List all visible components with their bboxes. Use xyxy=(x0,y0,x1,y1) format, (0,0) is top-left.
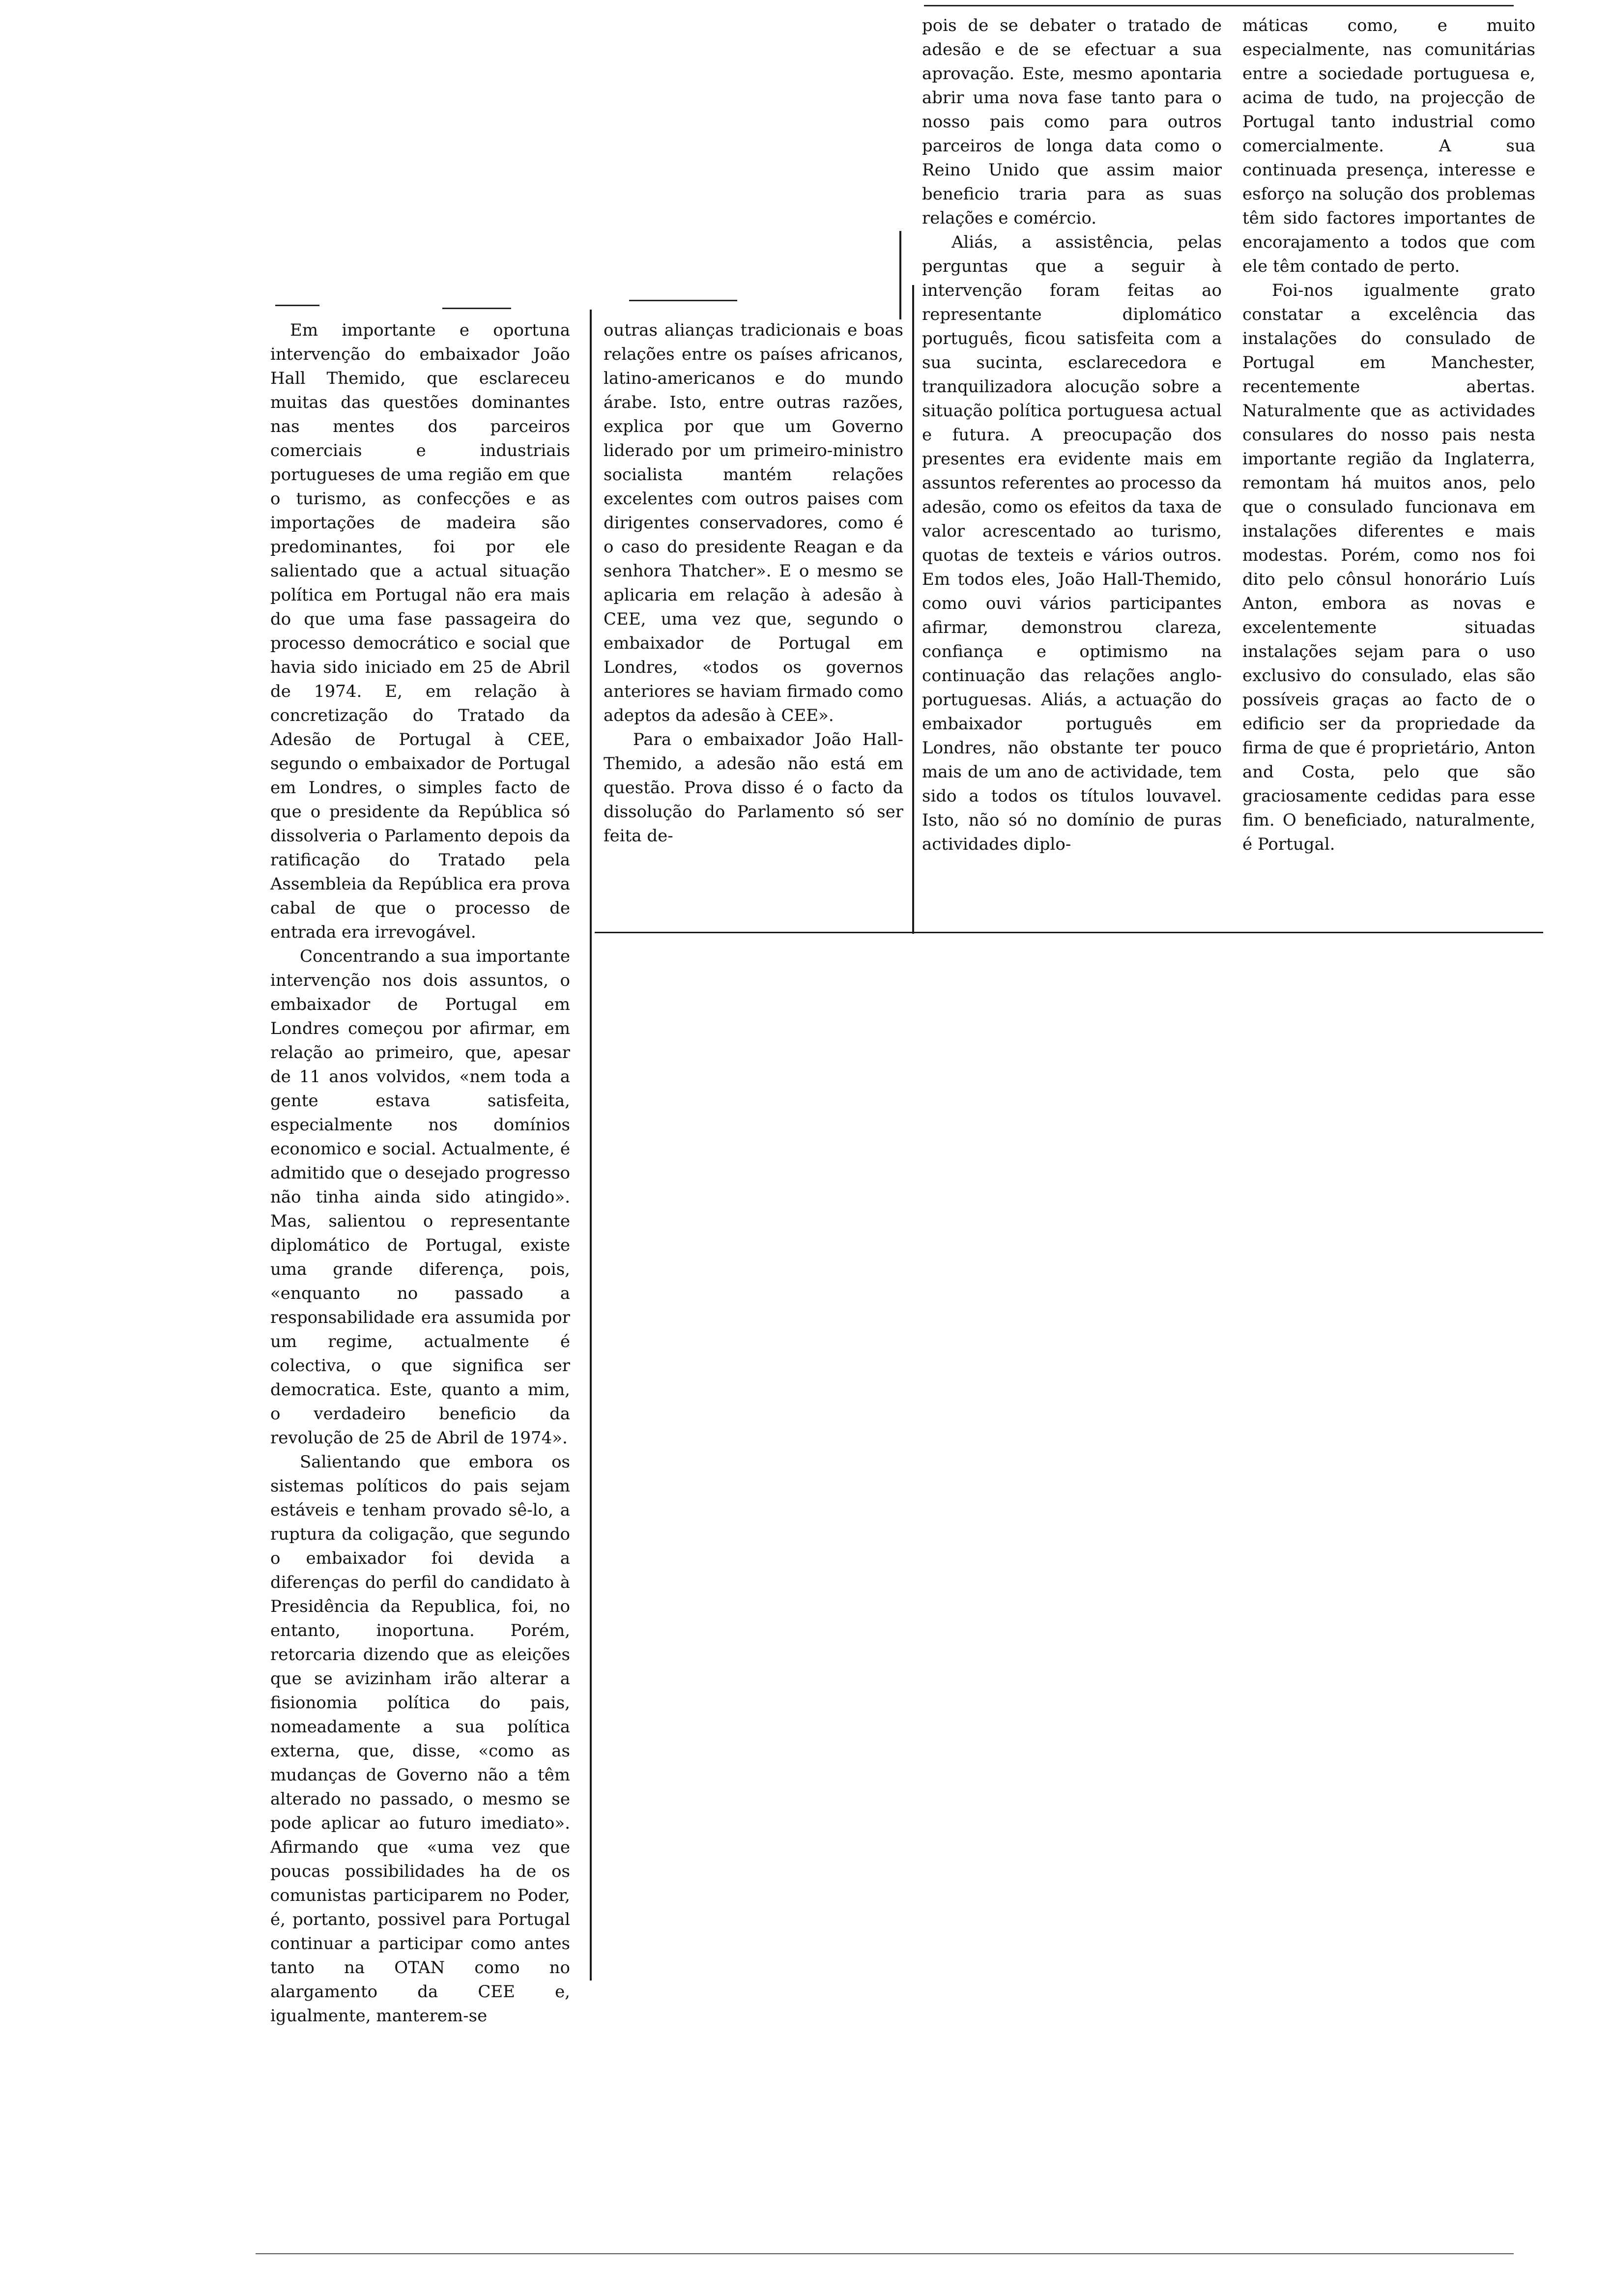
scan-artifact xyxy=(924,5,1514,6)
paragraph: máticas como, e muito especialmente, nas comunitárias entre a sociedade portuguesa e, acima de tudo, na projecção de Portugal tanto industrial como comercialmente. A sua continuada presença, interesse e esforço na solução dos problemas têm sido factores importantes de encorajamento a todos que com ele têm contado de perto. xyxy=(1242,16,1535,276)
paragraph: Foi-nos igualmente grato constatar a excelência das instalações do consulado de Portugal em Manchester, recentemente abertas. Naturalmente que as actividades consulares do nosso pais nesta importante região da Inglaterra, remontam há muitos anos, pelo que o consulado funcionava em instalações diferentes e mais modestas. Porém, como nos foi dito pelo cônsul honorário Luís Anton, embora as novas e excelentemente situadas instalações sejam para o uso exclusivo do consulado, elas são possíveis graças ao facto de o edificio ser da propriedade da firma de que é proprietário, Anton and Costa, pelo que são graciosamente cedidas para esse fim. O beneficiado, naturalmente, é Portugal. xyxy=(1242,281,1535,854)
horizontal-divider xyxy=(595,932,1543,933)
column-divider-top xyxy=(899,231,901,319)
scan-artifact xyxy=(275,305,319,306)
paragraph: Em importante e oportuna intervenção do embaixador João Hall Themido, que esclareceu muitas das questões dominantes nas mentes dos parceiros comerciais e industriais portugueses de uma região em que o turismo, as confecções e as importações de madeira são predominantes, foi por ele salientado que a actual situação política em Portugal não era mais do que uma fase passageira do processo democrático e social que havia sido iniciado em 25 de Abril de 1974. E, em relação à concretização do Tratado da Adesão de Portugal à CEE, segundo o embaixador de Portugal em Londres, o simples facto de que o presidente da República só dissolveria o Parlamento depois da ratificação do Tratado pela Assembleia da República era prova cabal de que o processo de entrada era irrevogável. xyxy=(270,320,570,942)
column-divider-middle xyxy=(912,285,914,934)
paragraph: Aliás, a assistência, pelas perguntas que a seguir à intervenção foram feitas ao representante diplomático português, ficou satisfeita com a sua sucinta, esclarecedora e tranquilizadora alocução sobre a situação política portuguesa actual e futura. A preocupação dos presentes era evidente mais em assuntos referentes ao processo da adesão, como os efeitos da taxa de valor acrescentado ao turismo, quotas de texteis e vários outros. Em todos eles, João Hall-Themido, como ouvi vários participantes afirmar, demonstrou clareza, confiança e optimismo na continuação das relações anglo-portuguesas. Aliás, a actuação do embaixador português em Londres, não obstante ter pouco mais de um ano de actividade, tem sido a todos os títulos louvavel. Isto, não só no domínio de puras actividades diplo- xyxy=(922,232,1222,854)
paragraph: Salientando que embora os sistemas políticos do pais sejam estáveis e tenham provado sê-lo, a ruptura da coligação, que segundo o embaixador foi devida a diferenças do perfil do candidato à Presidência da Republica, foi, no entanto, inoportuna. Porém, retorcaria dizendo que as eleições que se avizinham irão alterar a fisionomia política do pais, nomeadamente a sua política externa, que, disse, «como as mudanças de Governo não a têm alterado no passado, o mesmo se pode aplicar ao futuro imediato». Afirmando que «uma vez que poucas possibilidades ha de os comunistas participarem no Poder, é, portanto, possivel para Portugal continuar a participar como antes tanto na OTAN como no alargamento da CEE e, igualmente, manterem-se xyxy=(270,1452,570,2026)
paragraph: Concentrando a sua importante intervenção nos dois assuntos, o embaixador de Portugal em Londres começou por afirmar, em relação ao primeiro, que, apesar de 11 anos volvidos, «nem toda a gente estava satisfeita, especialmente nos domínios economico e social. Actualmente, é admitido que o desejado progresso não tinha ainda sido atingido». Mas, salientou o representante diplomático de Portugal, existe uma grande diferença, pois, «enquanto no passado a responsabilidade era assumida por um regime, actualmente é colectiva, o que significa ser democratica. Este, quanto a mim, o verdadeiro beneficio da revolução de 25 de Abril de 1974». xyxy=(270,947,570,1448)
paragraph: outras alianças tradicionais e boas relações entre os países africanos, latino-americanos e do mundo árabe. Isto, entre outras razões, explica por que um Governo liderado por um primeiro-ministro socialista mantém relações excelentes com outros paises com dirigentes conservadores, como é o caso do presidente Reagan e da senhora Thatcher». E o mesmo se aplicaria em relação à adesão à CEE, uma vez que, segundo o embaixador de Portugal em Londres, «todos os governos anteriores se haviam firmado como adeptos da adesão à CEE». xyxy=(604,320,903,725)
scan-artifact xyxy=(629,300,737,301)
paragraph: pois de se debater o tratado de adesão e de se efectuar a sua aprovação. Este, mesmo apontaria abrir uma nova fase tanto para o nosso pais como para outros parceiros de longa data como o Reino Unido que assim maior beneficio traria para as suas relações e comércio. xyxy=(922,16,1222,228)
article-column-3 xyxy=(922,14,1222,857)
article-column-1 xyxy=(270,318,570,2028)
column-divider-left xyxy=(590,310,592,1980)
article-column-4 xyxy=(1242,14,1535,857)
paragraph: Para o embaixador João Hall-Themido, a adesão não está em questão. Prova disso é o facto da dissolução do Parlamento só ser feita de- xyxy=(604,730,903,846)
scan-artifact xyxy=(442,308,511,309)
scan-artifact xyxy=(256,2253,1514,2254)
article-column-2 xyxy=(604,318,903,848)
